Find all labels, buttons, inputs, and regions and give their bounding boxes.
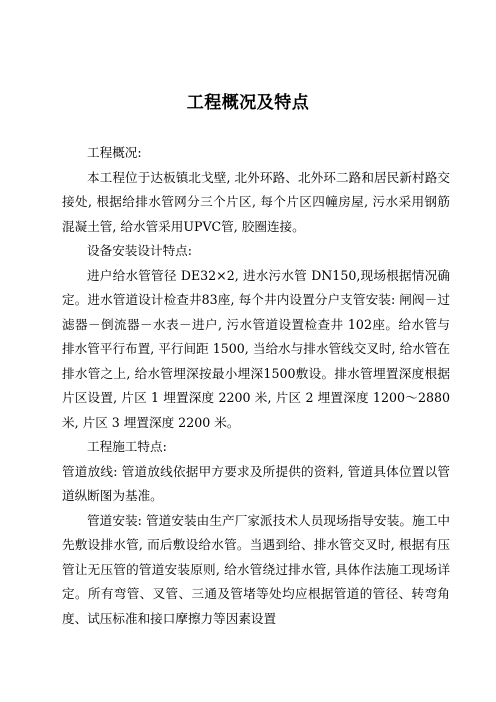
- paragraph-construction-heading: 工程施工特点:: [87, 439, 167, 454]
- paragraph-pipe-install: 管道安装: 管道安装由生产厂家派技术人员现场指导安装。施工中先敷设排水管, 而后敷设给水管。当遇到给、排水管交叉时, 根据有压管让无压管的管道安装原则, 给水管绕过排水管, 具体作法施工现场详定。所有弯管、叉管、三通及管堵等处均应根据管道的管径、转弯角度、试压标准和接口摩擦力等因素设置: [62, 512, 450, 626]
- paragraph-design: 进户给水管管径 DE32×2, 进水污水管 DN150,现场根据情况确定。进水管道设计检查井83座, 每个井内设置分户支管安装: 闸阀－过滤器－倒流器－水表－进户, 污水管道设置检查井 102座。给水管与排水管平行布置, 平行间距 1500, 当给水与排水管线交叉时, 给水管在排水管之上, 给水管埋深按最小埋深1500敷设。排水管埋置深度根据片区设置, 片区 1 埋置深度 2200 米, 片区 2 埋置深度 1200～2880 米, 片区 3 埋置深度 2200 米。: [62, 267, 450, 430]
- paragraph-design-heading: 设备安装设计特点:: [87, 243, 192, 258]
- document-body: [62, 141, 450, 631]
- document-title: 工程概况及特点: [186, 93, 310, 113]
- paragraph-overview-heading: 工程概况:: [87, 145, 142, 160]
- paragraph-pipe-layout: 管道放线: 管道放线依据甲方要求及所提供的资料, 管道具体位置以管道纵断图为基准。: [62, 463, 450, 503]
- paragraph-overview: 本工程位于达板镇北戈壁, 北外环路、北外环二路和居民新村路交接处, 根据给排水管网分三个片区, 每个片区四幢房屋, 污水采用钢筋混凝土管, 给水管采用UPVC管, 胶圈连接。: [62, 169, 450, 234]
